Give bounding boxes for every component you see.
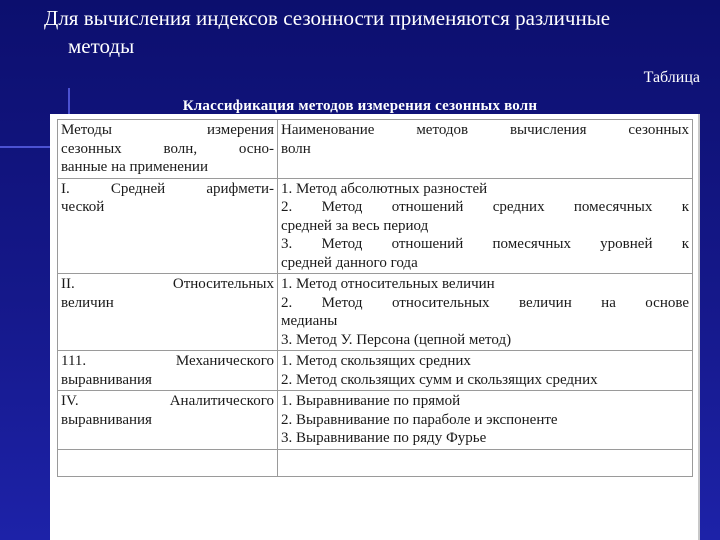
cell-line: выравнивания: [61, 371, 152, 388]
empty-cell: [278, 449, 693, 476]
cell-line: 1. Выравнивание по прямой: [281, 393, 461, 409]
cell-line: 1. Метод абсолютных разностей: [281, 180, 488, 197]
slide-heading-line1: Для вычисления индексов сезонности применяются различные: [44, 6, 611, 30]
cell-line: 2. Метод отношений средних помесячных к: [281, 199, 689, 215]
table-row: [58, 391, 693, 450]
cell-line: 2. Метод скользящих сумм и скользящих средних: [281, 371, 598, 388]
header-cell-methods: [58, 120, 278, 179]
cell-line: Методы измерения: [61, 122, 274, 138]
cell-line: медианы: [281, 313, 338, 329]
cell-line: 3. Выравнивание по ряду Фурье: [281, 430, 487, 446]
cell-line: IV. Аналитического: [61, 393, 274, 409]
table-row: [58, 274, 693, 351]
methods-cell: [278, 351, 693, 391]
cell-line: 1. Метод скользящих средних: [281, 353, 471, 369]
table-title: Классификация методов измерения сезонных волн: [182, 98, 538, 114]
table-row-empty: [58, 449, 693, 476]
cell-line: волн: [281, 140, 311, 157]
methods-table: [57, 119, 693, 477]
cell-line: 111. Механического: [61, 353, 274, 369]
cell-line: средней данного года: [281, 254, 418, 271]
methods-cell: [278, 274, 693, 351]
cell-line: II. Относительных: [61, 276, 274, 292]
cell-line: величин: [61, 294, 114, 311]
group-cell: [58, 274, 278, 351]
cell-line: 2. Метод относительных величин на основе: [281, 294, 689, 311]
header-cell-names: [278, 120, 693, 179]
cell-line: 3. Метод отношений помесячных уровней к: [281, 236, 689, 252]
slide-heading-line2: методы: [68, 34, 135, 58]
empty-cell: [58, 449, 278, 476]
cell-line: 3. Метод У. Персона (цепной метод): [281, 331, 512, 348]
cell-line: средней за весь период: [281, 217, 429, 234]
cell-line: I. Средней арифмети-: [61, 180, 274, 197]
cell-line: 2. Выравнивание по параболе и экспоненте: [281, 411, 558, 428]
table-row: [58, 351, 693, 391]
cell-line: ванные на применении: [61, 159, 208, 175]
table-header-row: [58, 120, 693, 179]
table-label: Таблица: [643, 69, 700, 86]
table-row: [58, 178, 693, 274]
cell-line: Наименование методов вычисления сезонных: [281, 122, 689, 138]
cell-line: ческой: [61, 199, 105, 215]
group-cell: [58, 391, 278, 450]
group-cell: [58, 351, 278, 391]
methods-cell: [278, 178, 693, 274]
cell-line: 1. Метод относительных величин: [281, 276, 495, 292]
group-cell: [58, 178, 278, 274]
methods-cell: [278, 391, 693, 450]
slide-heading: [44, 4, 704, 60]
scan-edge-shadow: [698, 114, 700, 540]
scanned-table-image: [50, 114, 700, 540]
cell-line: выравнивания: [61, 411, 152, 428]
cell-line: сезонных волн, осно-: [61, 140, 274, 157]
